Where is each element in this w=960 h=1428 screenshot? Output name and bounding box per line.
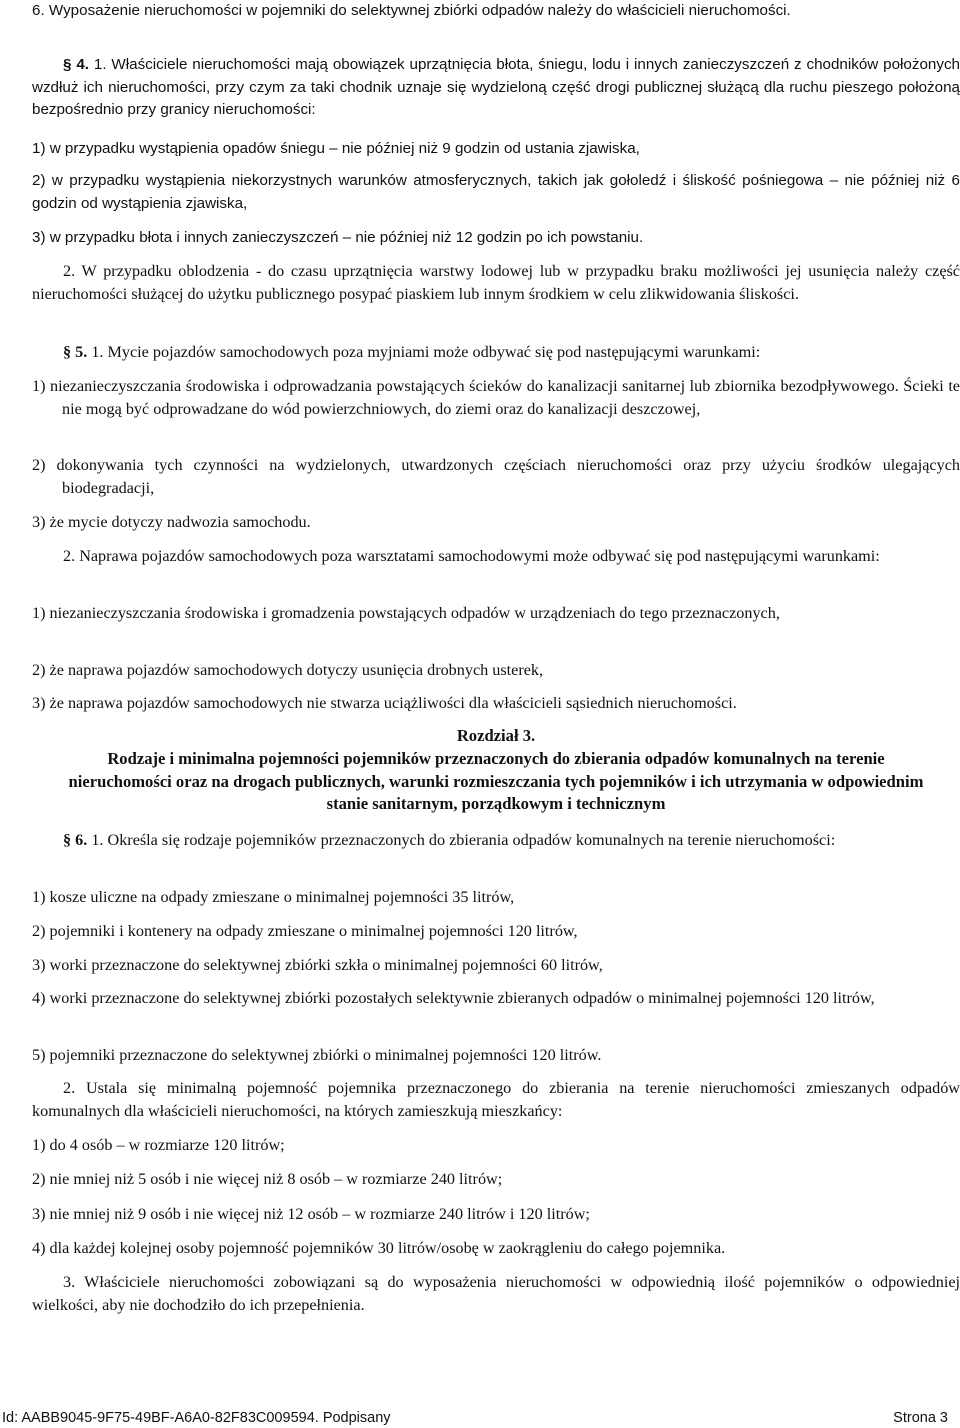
section-4-item-3: 3) w przypadku błota i innych zanieczyszczeń – nie później niż 12 godzin po ich powstaniu. (32, 229, 644, 246)
section-5-paragraph-2: 2. Naprawa pojazdów samochodowych poza warsztatami samochodowymi może odbywać się pod następującymi warunkami: (63, 547, 880, 565)
page-footer (0, 1408, 960, 1428)
section-6-item-2: 2) pojemniki i kontenery na odpady zmieszane o minimalnej pojemności 120 litrów, (32, 922, 578, 940)
section-6-paragraph-1 (32, 829, 960, 852)
section-4-paragraph-2: 2. W przypadku oblodzenia - do czasu uprzątnięcia warstwy lodowej lub w przypadku braku możliwości jej usunięcia należy część nieruchomości służącej do użytku publicznego posypać piaskiem lub innym środkiem w celu zlikwidowania śliskości. (32, 262, 960, 303)
section-4-item-1: 1) w przypadku wystąpienia opadów śniegu – nie później niż 9 godzin od ustania zjawiska, (32, 140, 640, 157)
section-5-item-3: 3) że mycie dotyczy nadwozia samochodu. (32, 513, 311, 531)
section-5-paragraph-1 (32, 341, 960, 364)
section-6-capacity-item-2: 2) nie mniej niż 5 osób i nie więcej niż 8 osób – w rozmiarze 240 litrów; (32, 1170, 503, 1188)
section-6-item-4: 4) worki przeznaczone do selektywnej zbiórki pozostałych selektywnie zbieranych odpadów o minimalnej pojemności 120 litrów, (32, 989, 875, 1007)
paragraph-6-tail: 6. Wyposażenie nieruchomości w pojemniki do selektywnej zbiórki odpadów należy do właścicieli nieruchomości. (32, 2, 791, 19)
paragraph-text: 1. Właściciele nieruchomości mają obowiązek uprzątnięcia błota, śniegu, lodu i innych zanieczyszczeń z chodników położonych wzdłuż ich nieruchomości, przy czym za taki chodnik uznaje się wydzieloną część drogi publicznej służącą dla ruchu pieszego położoną bezpośrednio przy granicy nieruchomości: (32, 56, 960, 118)
chapter-title: Rodzaje i minimalna pojemności pojemników przeznaczonych do zbierania odpadów komunalnych na terenie nieruchomości oraz na drogach publicznych, warunki rozmieszczania tych pojemników i ich utrzymania w odpowiednim stanie sanitarnym, porządkowym i technicznym (68, 749, 924, 813)
section-5-item-1: 1) niezanieczyszczania środowiska i odprowadzania powstających ścieków do kanalizacji sanitarnej lub zbiornika bezodpływowego. Ścieki te nie mogą być odprowadzane do wód powierzchniowych, do ziemi oraz do kanalizacji deszczowej, (32, 377, 960, 418)
section-6-item-3: 3) worki przeznaczone do selektywnej zbiórki szkła o minimalnej pojemności 60 litrów, (32, 956, 603, 974)
section-5-item-2: 2) dokonywania tych czynności na wydzielonych, utwardzonych częściach nieruchomości oraz przy użyciu środków ulegających biodegradacji, (32, 456, 960, 497)
section-5-repair-item-3: 3) że naprawa pojazdów samochodowych nie stwarza uciążliwości dla właścicieli sąsiednich nieruchomości. (32, 694, 737, 712)
section-6-paragraph-2: 2. Ustala się minimalną pojemność pojemnika przeznaczonego do zbierania na terenie nieruchomości zmieszanych odpadów komunalnych dla właścicieli nieruchomości, na których zamieszkują mieszkańcy: (32, 1079, 960, 1120)
section-5-repair-item-1: 1) niezanieczyszczania środowiska i gromadzenia powstających odpadów w urządzeniach do tego przeznaczonych, (32, 604, 780, 622)
paragraph-text: 1. Mycie pojazdów samochodowych poza myjniami może odbywać się pod następującymi warunkami: (91, 343, 761, 361)
section-number: § 4. (63, 56, 89, 73)
page-number: Strona 3 (893, 1410, 948, 1426)
section-5-repair-item-2: 2) że naprawa pojazdów samochodowych dotyczy usunięcia drobnych usterek, (32, 661, 544, 679)
section-4-paragraph-1 (32, 54, 960, 122)
section-6-item-1: 1) kosze uliczne na odpady zmieszane o minimalnej pojemności 35 litrów, (32, 888, 515, 906)
section-4-item-2: 2) w przypadku wystąpienia niekorzystnych warunków atmosferycznych, takich jak gołoledź i śliskość pośniegowa – nie później niż 6 godzin od wystąpienia zjawiska, (32, 172, 960, 212)
section-6-capacity-item-4: 4) dla każdej kolejnej osoby pojemność pojemników 30 litrów/osobę w zaokrągleniu do całego pojemnika. (32, 1239, 726, 1257)
section-6-capacity-item-3: 3) nie mniej niż 9 osób i nie więcej niż 12 osób – w rozmiarze 240 litrów i 120 litrów; (32, 1205, 590, 1223)
section-number: § 5. (63, 343, 88, 361)
chapter-label: Rozdział 3. (456, 726, 536, 745)
section-6-item-5: 5) pojemniki przeznaczone do selektywnej zbiórki o minimalnej pojemności 120 litrów. (32, 1046, 602, 1064)
section-6-capacity-item-1: 1) do 4 osób – w rozmiarze 120 litrów; (32, 1136, 285, 1154)
paragraph-text: 1. Określa się rodzaje pojemników przeznaczonych do zbierania odpadów komunalnych na terenie nieruchomości: (91, 831, 836, 849)
section-number: § 6. (63, 831, 88, 849)
section-6-paragraph-3: 3. Właściciele nieruchomości zobowiązani są do wyposażenia nieruchomości w odpowiednią ilość pojemników o odpowiedniej wielkości, aby nie dochodziło do ich przepełnienia. (32, 1273, 960, 1314)
document-id: Id: AABB9045-9F75-49BF-A6A0-82F83C009594. Podpisany (2, 1410, 391, 1426)
